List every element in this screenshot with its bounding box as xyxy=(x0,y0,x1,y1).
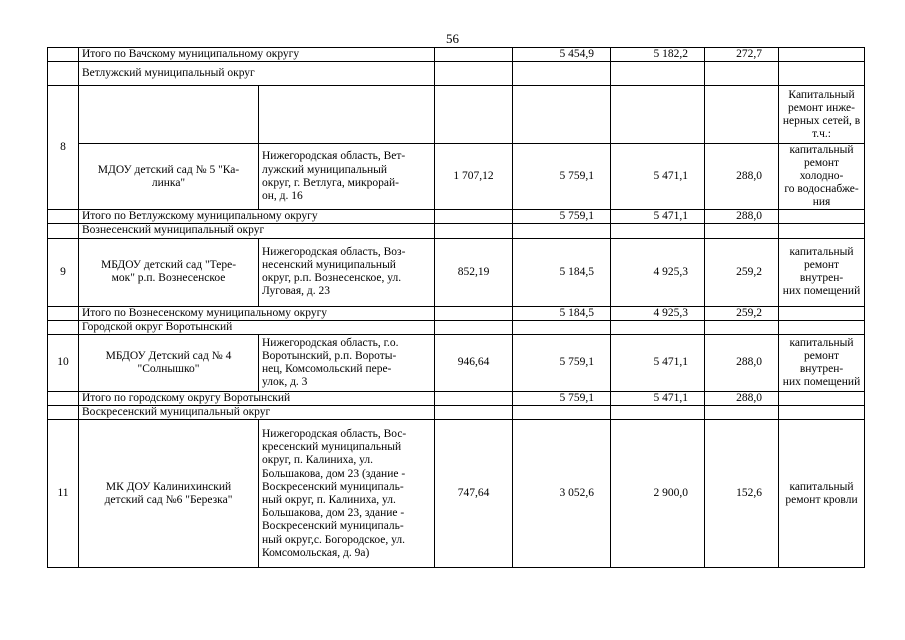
item-row-9 xyxy=(48,238,865,306)
empty-cell xyxy=(513,406,611,420)
empty-cell xyxy=(611,62,705,86)
page-number: 56 xyxy=(446,31,459,46)
work-cell xyxy=(779,306,865,320)
value-1: 5 184,5 xyxy=(513,238,611,306)
empty-cell xyxy=(705,62,779,86)
empty-cell xyxy=(435,320,513,334)
num-cell xyxy=(48,224,79,238)
empty-cell xyxy=(705,86,779,144)
total-value-3: 259,2 xyxy=(705,306,779,320)
empty-cell xyxy=(611,86,705,144)
num-cell xyxy=(48,306,79,320)
value-2: 4 925,3 xyxy=(611,238,705,306)
area-cell xyxy=(435,306,513,320)
value-1: 5 759,1 xyxy=(513,144,611,210)
district-header-vorotynets xyxy=(48,320,865,334)
district-header-voskresensk xyxy=(48,406,865,420)
num-cell xyxy=(48,48,79,62)
institution-name: МБДОУ Детский сад № 4 "Солнышко" xyxy=(79,335,259,392)
institution-name: МБДОУ детский сад "Тере- мок" р.п. Вознесенское xyxy=(79,238,259,306)
district-header-vetluga xyxy=(48,62,865,86)
empty-cell xyxy=(611,406,705,420)
item-row-8-top xyxy=(48,86,865,144)
total-label: Итого по Вачскому муниципальному округу xyxy=(79,48,435,62)
area-value: 946,64 xyxy=(435,335,513,392)
institution-name: МК ДОУ Калинихинский детский сад №6 "Березка" xyxy=(79,420,259,568)
total-value-1: 5 759,1 xyxy=(513,392,611,406)
area-cell xyxy=(435,392,513,406)
empty-cell xyxy=(513,224,611,238)
num-cell xyxy=(48,320,79,334)
value-3: 259,2 xyxy=(705,238,779,306)
district-header-voznesensk xyxy=(48,224,865,238)
empty-cell xyxy=(611,320,705,334)
district-name: Воскресенский муниципальный округ xyxy=(79,406,435,420)
institution-address: Нижегородская область, Вет- лужский муниципальный округ, г. Ветлуга, микрорай- он, д. 16 xyxy=(259,144,435,210)
value-2: 5 471,1 xyxy=(611,144,705,210)
empty-cell xyxy=(79,86,259,144)
num-cell xyxy=(48,392,79,406)
institution-address: Нижегородская область, г.о. Воротынский, р.п. Вороты- нец, Комсомольский пере- улок, д. 3 xyxy=(259,335,435,392)
total-value-1: 5 759,1 xyxy=(513,210,611,224)
work-cell xyxy=(779,210,865,224)
row-number: 10 xyxy=(48,335,79,392)
total-value-2: 5 471,1 xyxy=(611,392,705,406)
institution-name: МДОУ детский сад № 5 "Ка- линка" xyxy=(79,144,259,210)
num-cell xyxy=(48,210,79,224)
total-value-1: 5 454,9 xyxy=(513,48,611,62)
empty-cell xyxy=(705,224,779,238)
value-3: 288,0 xyxy=(705,144,779,210)
area-cell xyxy=(435,48,513,62)
empty-cell xyxy=(435,224,513,238)
area-cell xyxy=(435,210,513,224)
row-number: 8 xyxy=(48,86,79,210)
empty-cell xyxy=(779,406,865,420)
work-type: Капитальный ремонт инже- нерных сетей, в т.ч.: xyxy=(779,86,865,144)
work-type: капитальный ремонт холодно- го водоснабже- ния xyxy=(779,144,865,210)
work-cell xyxy=(779,48,865,62)
district-name: Вознесенский муниципальный округ xyxy=(79,224,435,238)
item-row-10 xyxy=(48,335,865,392)
empty-cell xyxy=(259,86,435,144)
empty-cell xyxy=(435,406,513,420)
empty-cell xyxy=(779,320,865,334)
work-type: капитальный ремонт кровли xyxy=(779,420,865,568)
institution-address: Нижегородская область, Воз- несенский муниципальный округ, р.п. Вознесенское, ул. Луговая, д. 23 xyxy=(259,238,435,306)
area-value: 1 707,12 xyxy=(435,144,513,210)
funding-table xyxy=(47,47,865,568)
empty-cell xyxy=(435,86,513,144)
value-1: 5 759,1 xyxy=(513,335,611,392)
total-value-1: 5 184,5 xyxy=(513,306,611,320)
num-cell xyxy=(48,406,79,420)
empty-cell xyxy=(779,224,865,238)
empty-cell xyxy=(513,62,611,86)
area-value: 747,64 xyxy=(435,420,513,568)
row-number: 11 xyxy=(48,420,79,568)
value-2: 2 900,0 xyxy=(611,420,705,568)
empty-cell xyxy=(513,86,611,144)
total-value-3: 288,0 xyxy=(705,210,779,224)
institution-address: Нижегородская область, Вос- кресенский муниципальный округ, п. Калиниха, ул. Большакова, дом 23 (здание - Воскресенский муниципаль- ный округ, п. Калиниха, ул. Большакова, дом 23, здание - Воскресенский муниципаль- ный округ,с. Богородское, ул. Комсомольская, д. 9а) xyxy=(259,420,435,568)
empty-cell xyxy=(611,224,705,238)
total-row-vacha xyxy=(48,48,865,62)
num-cell xyxy=(48,62,79,86)
total-value-3: 272,7 xyxy=(705,48,779,62)
value-3: 288,0 xyxy=(705,335,779,392)
total-label: Итого по Вознесенскому муниципальному округу xyxy=(79,306,435,320)
value-2: 5 471,1 xyxy=(611,335,705,392)
total-label: Итого по городскому округу Воротынский xyxy=(79,392,435,406)
work-cell xyxy=(779,392,865,406)
total-value-2: 4 925,3 xyxy=(611,306,705,320)
value-1: 3 052,6 xyxy=(513,420,611,568)
total-value-3: 288,0 xyxy=(705,392,779,406)
area-value: 852,19 xyxy=(435,238,513,306)
total-label: Итого по Ветлужскому муниципальному округу xyxy=(79,210,435,224)
empty-cell xyxy=(513,320,611,334)
total-row-vorotynets xyxy=(48,392,865,406)
row-number: 9 xyxy=(48,238,79,306)
item-row-8 xyxy=(48,144,865,210)
district-name: Городской округ Воротынский xyxy=(79,320,435,334)
item-row-11 xyxy=(48,420,865,568)
total-row-vetluga xyxy=(48,210,865,224)
work-type: капитальный ремонт внутрен- них помещений xyxy=(779,238,865,306)
total-value-2: 5 471,1 xyxy=(611,210,705,224)
total-value-2: 5 182,2 xyxy=(611,48,705,62)
empty-cell xyxy=(705,406,779,420)
empty-cell xyxy=(779,62,865,86)
work-type: капитальный ремонт внутрен- них помещений xyxy=(779,335,865,392)
empty-cell xyxy=(705,320,779,334)
value-3: 152,6 xyxy=(705,420,779,568)
district-name: Ветлужский муниципальный округ xyxy=(79,62,435,86)
empty-cell xyxy=(435,62,513,86)
total-row-voznesensk xyxy=(48,306,865,320)
